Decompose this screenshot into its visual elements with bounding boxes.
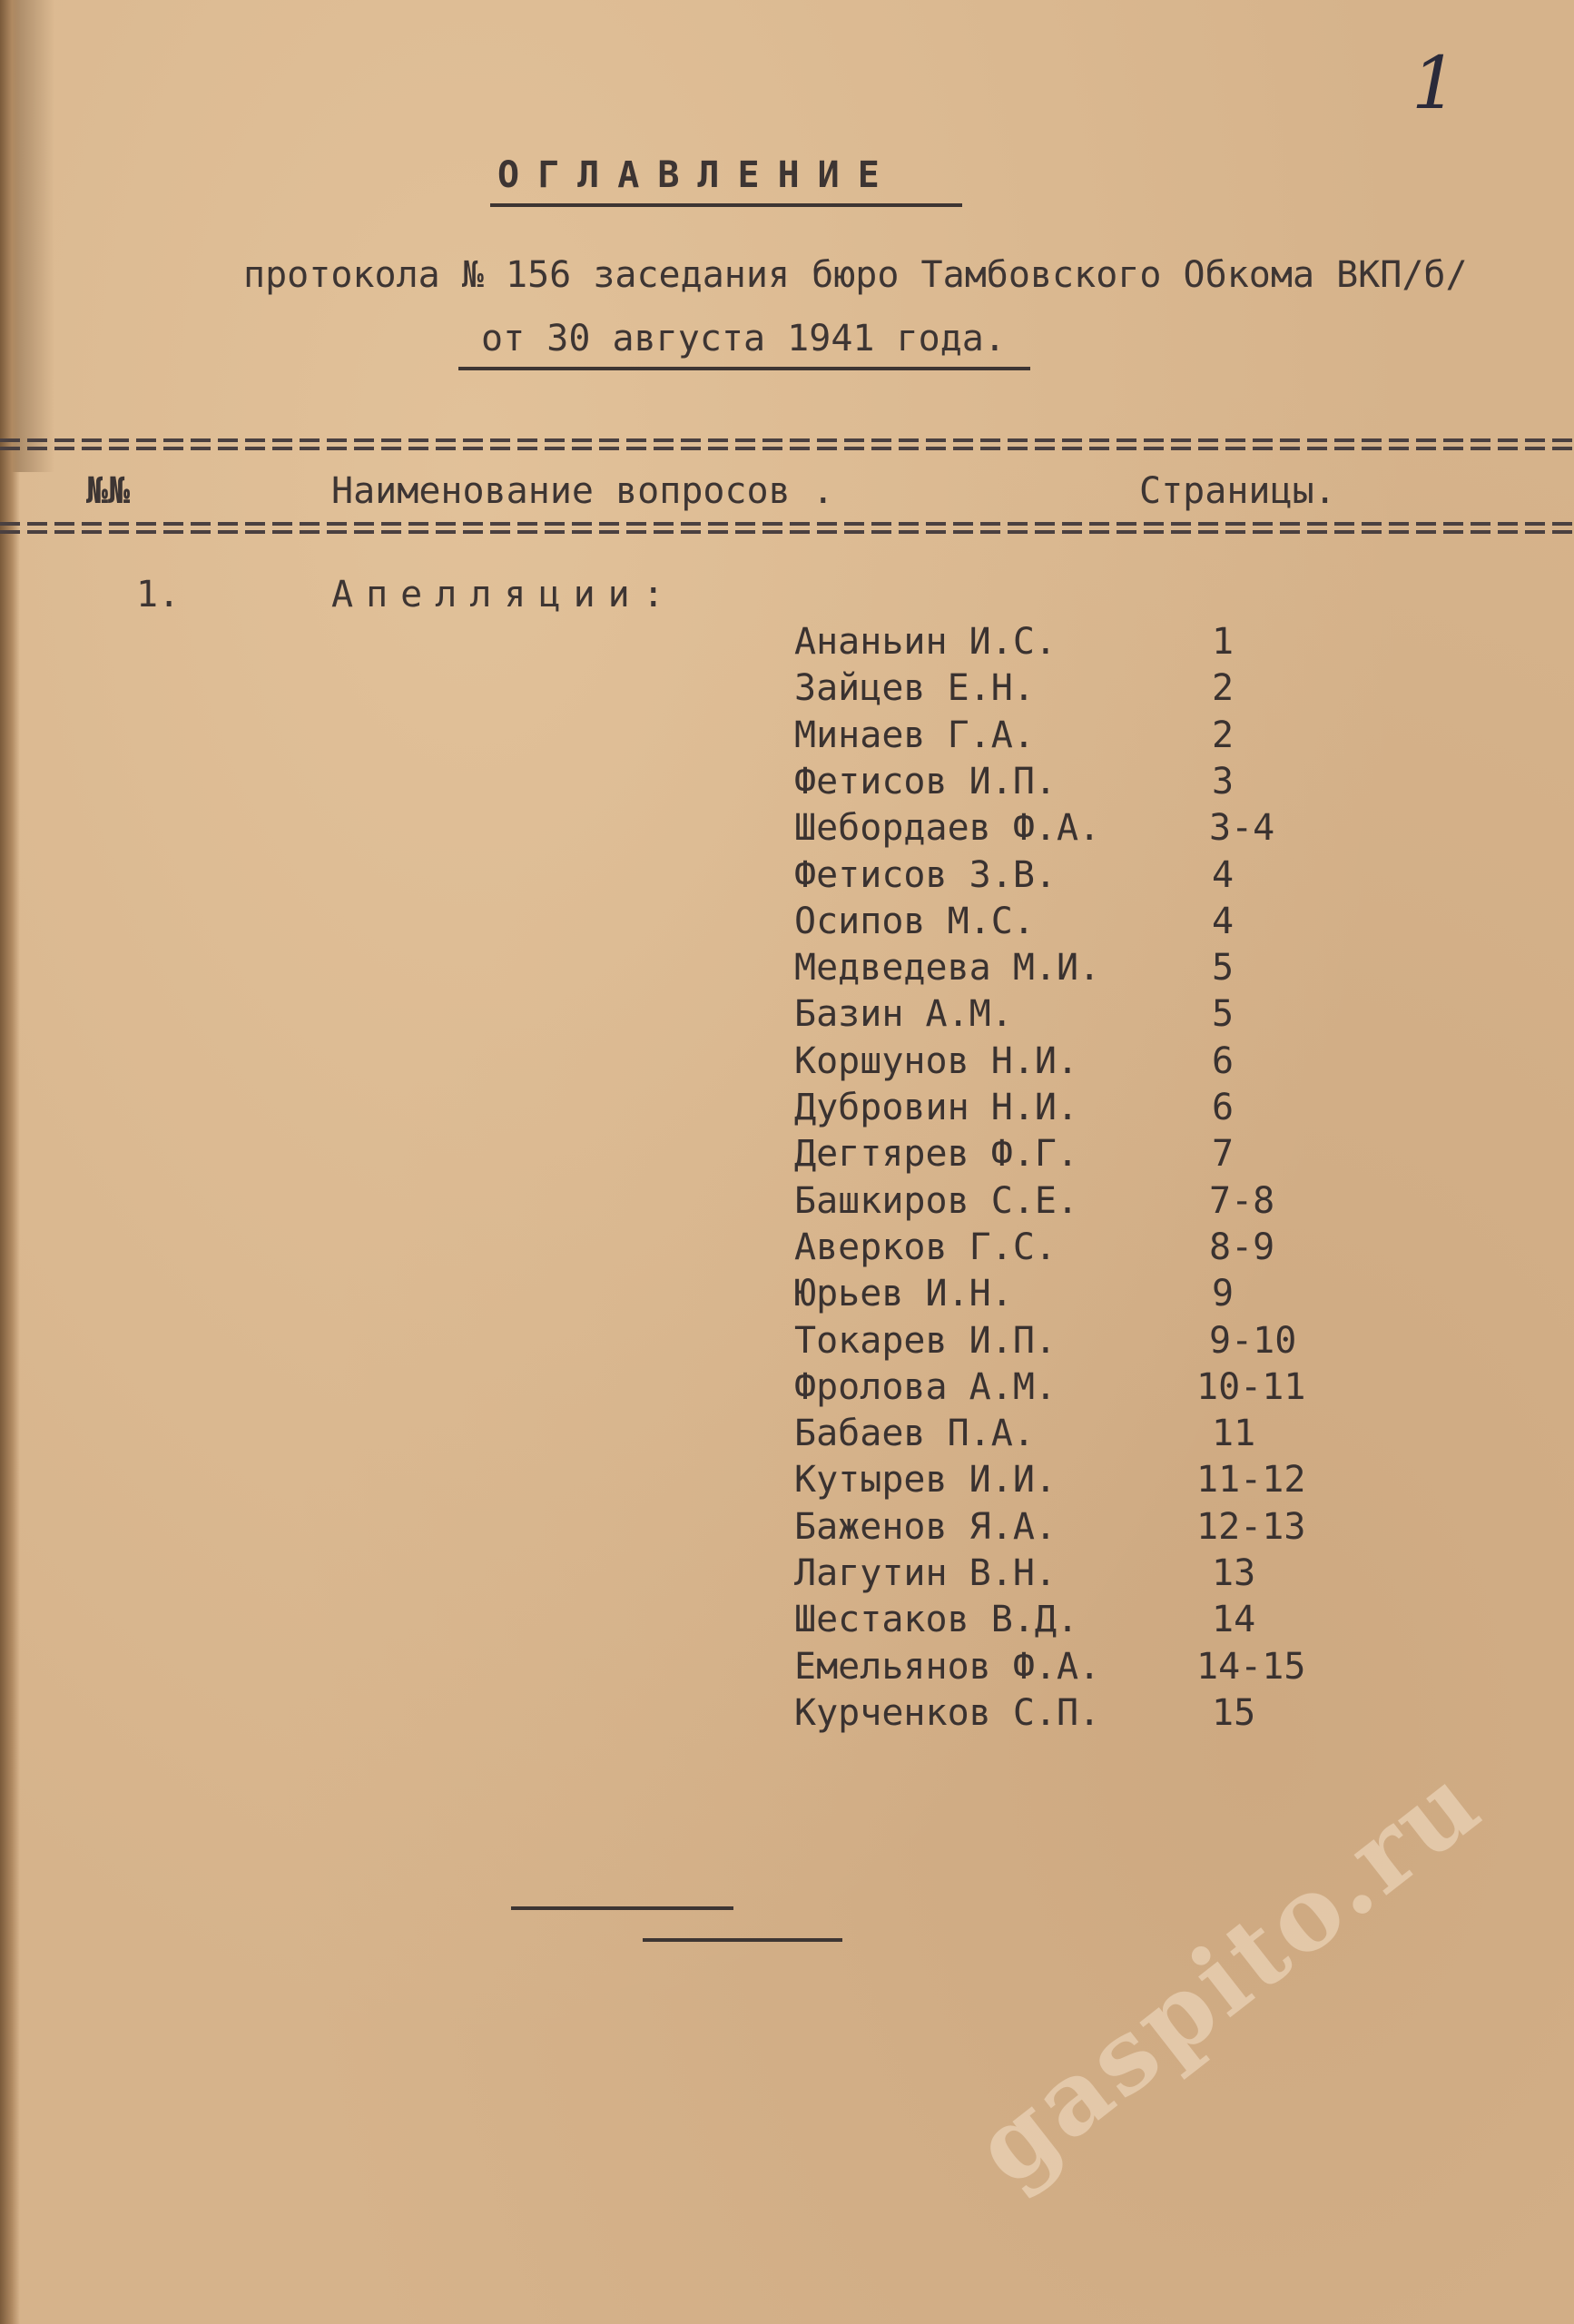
list-item-pages: 14	[1212, 1599, 1256, 1640]
list-item-name: Минаев Г.А.	[794, 714, 1035, 756]
header-top-rule-second	[0, 447, 1574, 450]
list-item-name: Зайцев Е.Н.	[794, 667, 1035, 709]
list-item-pages: 4	[1212, 854, 1235, 896]
list-item-pages: 2	[1212, 667, 1235, 709]
list-item-pages: 2	[1212, 714, 1235, 756]
subtitle-underline	[458, 367, 1030, 370]
list-item-pages: 6	[1212, 1087, 1235, 1128]
list-item-name: Бабаев П.А.	[794, 1413, 1035, 1454]
document-title: ОГЛАВЛЕНИЕ	[497, 154, 898, 196]
list-item-name: Курченков С.П.	[794, 1692, 1101, 1734]
list-item-name: Емельянов Ф.А.	[794, 1646, 1101, 1688]
list-item-pages: 10-11	[1196, 1366, 1306, 1408]
list-item-name: Осипов М.С.	[794, 901, 1035, 942]
list-item-pages: 6	[1212, 1040, 1235, 1082]
end-rule-upper	[511, 1906, 733, 1910]
list-item-name: Аверков Г.С.	[794, 1226, 1057, 1268]
list-item-name: Фролова А.М.	[794, 1366, 1057, 1408]
watermark: gaspito.ru	[953, 1742, 1503, 2208]
list-item-pages: 7	[1212, 1133, 1235, 1175]
list-item-name: Башкиров С.Е.	[794, 1180, 1079, 1222]
header-bottom-rule	[0, 522, 1574, 526]
paper-left-edge	[0, 0, 20, 2324]
list-item-pages: 14-15	[1196, 1646, 1306, 1688]
list-item-pages: 11	[1212, 1413, 1256, 1454]
list-item-pages: 3-4	[1209, 807, 1275, 849]
list-item-pages: 13	[1212, 1552, 1256, 1594]
list-item-pages: 5	[1212, 993, 1235, 1035]
list-item-name: Дегтярев Ф.Г.	[794, 1133, 1079, 1175]
title-underline	[490, 203, 962, 207]
column-header-number: №№	[86, 470, 131, 512]
list-item-name: Дубровин Н.И.	[794, 1087, 1079, 1128]
document-subtitle-line1: протокола № 156 заседания бюро Тамбовского Обкома ВКП/б/	[243, 254, 1468, 296]
header-bottom-rule-second	[0, 530, 1574, 534]
list-item-name: Фетисов З.В.	[794, 854, 1057, 896]
list-item-pages: 12-13	[1196, 1506, 1306, 1548]
column-header-pages: Страницы.	[1139, 470, 1336, 512]
list-item-name: Баженов Я.А.	[794, 1506, 1057, 1548]
list-item-pages: 15	[1212, 1692, 1256, 1734]
list-item-pages: 1	[1212, 621, 1235, 663]
list-item-pages: 3	[1212, 761, 1235, 803]
column-header-name: Наименование вопросов .	[331, 470, 834, 512]
end-rule-lower	[643, 1938, 842, 1942]
item-title: Апелляции:	[331, 574, 677, 615]
document-subtitle-line2: от 30 августа 1941 года.	[481, 318, 1006, 359]
list-item-pages: 5	[1212, 947, 1235, 989]
list-item-name: Шестаков В.Д.	[794, 1599, 1079, 1640]
header-top-rule	[0, 438, 1574, 442]
list-item-pages: 4	[1212, 901, 1235, 942]
list-item-name: Лагутин В.Н.	[794, 1552, 1057, 1594]
list-item-name: Юрьев И.Н.	[794, 1273, 1013, 1315]
list-item-pages: 9	[1212, 1273, 1235, 1315]
list-item-pages: 8-9	[1209, 1226, 1275, 1268]
list-item-name: Коршунов Н.И.	[794, 1040, 1079, 1082]
list-item-name: Ананьин И.С.	[794, 621, 1057, 663]
list-item-name: Шебордаев Ф.А.	[794, 807, 1101, 849]
list-item-pages: 7-8	[1209, 1180, 1275, 1222]
list-item-name: Токарев И.П.	[794, 1320, 1057, 1362]
list-item-pages: 11-12	[1196, 1459, 1306, 1501]
item-number: 1.	[136, 574, 181, 615]
page-number: 1	[1412, 41, 1458, 125]
list-item-pages: 9-10	[1209, 1320, 1297, 1362]
list-item-name: Фетисов И.П.	[794, 761, 1057, 803]
list-item-name: Медведева М.И.	[794, 947, 1101, 989]
list-item-name: Базин А.М.	[794, 993, 1013, 1035]
list-item-name: Кутырев И.И.	[794, 1459, 1057, 1501]
